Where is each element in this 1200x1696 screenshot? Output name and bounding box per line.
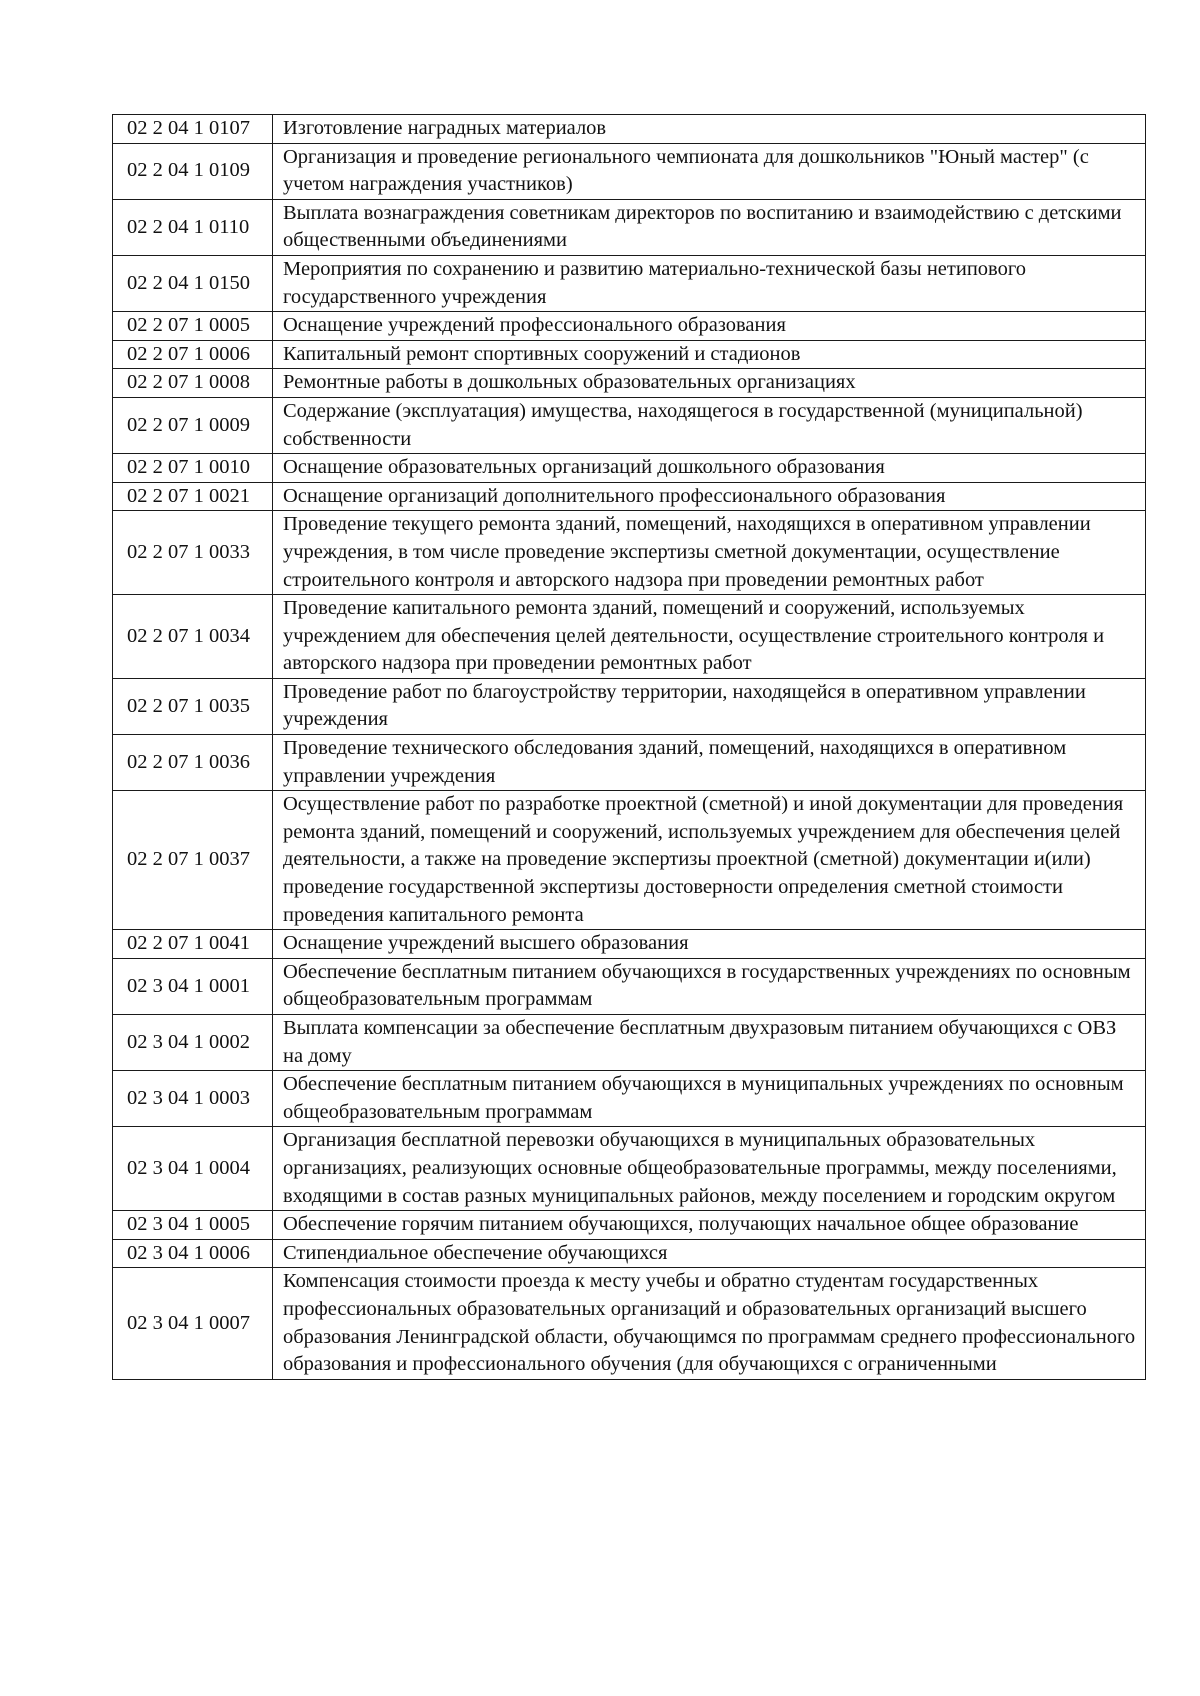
budget-code-cell: 02 2 07 1 0037 — [113, 791, 273, 930]
description-cell: Оснащение образовательных организаций дошкольного образования — [273, 454, 1146, 483]
table-row — [113, 482, 1146, 511]
table-row — [113, 511, 1146, 595]
description-cell: Компенсация стоимости проезда к месту учебы и обратно студентам государственных профессиональных образовательных организаций и образовательных организаций высшего образования Ленинградской области, обучающимся по программам среднего профессионального образования и профессионального обучения (для обучающихся с ограниченными — [273, 1268, 1146, 1379]
budget-code-cell: 02 2 04 1 0109 — [113, 143, 273, 199]
budget-code-cell: 02 2 07 1 0005 — [113, 312, 273, 341]
table-row — [113, 735, 1146, 791]
description-cell: Проведение текущего ремонта зданий, помещений, находящихся в оперативном управлении учреждения, в том числе проведение экспертизы сметной документации, осуществление строительного контроля и авторского надзора при проведении ремонтных работ — [273, 511, 1146, 595]
description-cell: Оснащение учреждений профессионального образования — [273, 312, 1146, 341]
budget-code-cell: 02 3 04 1 0004 — [113, 1127, 273, 1211]
budget-code-cell: 02 2 04 1 0150 — [113, 255, 273, 311]
budget-code-cell: 02 2 07 1 0009 — [113, 397, 273, 453]
budget-code-cell: 02 2 07 1 0035 — [113, 678, 273, 734]
description-cell: Обеспечение бесплатным питанием обучающихся в муниципальных учреждениях по основным общеобразовательным программам — [273, 1071, 1146, 1127]
budget-code-cell: 02 3 04 1 0007 — [113, 1268, 273, 1379]
table-row — [113, 958, 1146, 1014]
budget-code-cell: 02 2 07 1 0041 — [113, 930, 273, 959]
table-row — [113, 1239, 1146, 1268]
description-cell: Организация и проведение регионального чемпионата для дошкольников "Юный мастер" (с учетом награждения участников) — [273, 143, 1146, 199]
budget-code-cell: 02 2 07 1 0021 — [113, 482, 273, 511]
budget-code-cell: 02 2 07 1 0008 — [113, 369, 273, 398]
table-row — [113, 1127, 1146, 1211]
budget-code-cell: 02 2 07 1 0033 — [113, 511, 273, 595]
budget-code-cell: 02 2 04 1 0107 — [113, 115, 273, 144]
description-cell: Проведение капитального ремонта зданий, помещений и сооружений, используемых учреждением для обеспечения целей деятельности, осуществление строительного контроля и авторского надзора при проведении ремонтных работ — [273, 595, 1146, 679]
description-cell: Ремонтные работы в дошкольных образовательных организациях — [273, 369, 1146, 398]
description-cell: Содержание (эксплуатация) имущества, находящегося в государственной (муниципальной) собственности — [273, 397, 1146, 453]
description-cell: Проведение технического обследования зданий, помещений, находящихся в оперативном управлении учреждения — [273, 735, 1146, 791]
table-row — [113, 1071, 1146, 1127]
table-row — [113, 1268, 1146, 1379]
budget-code-cell: 02 3 04 1 0002 — [113, 1015, 273, 1071]
table-row — [113, 1015, 1146, 1071]
budget-code-cell: 02 2 07 1 0036 — [113, 735, 273, 791]
table-row — [113, 930, 1146, 959]
table-row — [113, 1211, 1146, 1240]
description-cell: Выплата компенсации за обеспечение бесплатным двухразовым питанием обучающихся с ОВЗ на дому — [273, 1015, 1146, 1071]
description-cell: Мероприятия по сохранению и развитию материально-технической базы нетипового государственного учреждения — [273, 255, 1146, 311]
table-row — [113, 397, 1146, 453]
budget-code-cell: 02 3 04 1 0005 — [113, 1211, 273, 1240]
description-cell: Обеспечение бесплатным питанием обучающихся в государственных учреждениях по основным общеобразовательным программам — [273, 958, 1146, 1014]
budget-code-cell: 02 2 07 1 0034 — [113, 595, 273, 679]
budget-code-cell: 02 2 04 1 0110 — [113, 199, 273, 255]
description-cell: Осуществление работ по разработке проектной (сметной) и иной документации для проведения ремонта зданий, помещений и сооружений, используемых учреждением для обеспечения целей деятельности, а также на проведение экспертизы проектной (сметной) документации и(или) проведение государственной экспертизы достоверности определения сметной стоимости проведения капитального ремонта — [273, 791, 1146, 930]
budget-code-cell: 02 2 07 1 0006 — [113, 340, 273, 369]
table-row — [113, 143, 1146, 199]
table-row — [113, 255, 1146, 311]
table-row — [113, 454, 1146, 483]
table-row — [113, 199, 1146, 255]
description-cell: Стипендиальное обеспечение обучающихся — [273, 1239, 1146, 1268]
table-body — [113, 115, 1146, 1380]
budget-code-cell: 02 3 04 1 0001 — [113, 958, 273, 1014]
table-row — [113, 340, 1146, 369]
description-cell: Проведение работ по благоустройству территории, находящейся в оперативном управлении учреждения — [273, 678, 1146, 734]
budget-code-cell: 02 2 07 1 0010 — [113, 454, 273, 483]
table-row — [113, 369, 1146, 398]
table-row — [113, 312, 1146, 341]
description-cell: Обеспечение горячим питанием обучающихся, получающих начальное общее образование — [273, 1211, 1146, 1240]
description-cell: Капитальный ремонт спортивных сооружений и стадионов — [273, 340, 1146, 369]
table-row — [113, 678, 1146, 734]
table-row — [113, 791, 1146, 930]
description-cell: Выплата вознаграждения советникам директоров по воспитанию и взаимодействию с детскими общественными объединениями — [273, 199, 1146, 255]
budget-code-cell: 02 3 04 1 0006 — [113, 1239, 273, 1268]
table-row — [113, 595, 1146, 679]
budget-code-table — [112, 114, 1146, 1380]
table-row — [113, 115, 1146, 144]
description-cell: Оснащение учреждений высшего образования — [273, 930, 1146, 959]
description-cell: Организация бесплатной перевозки обучающихся в муниципальных образовательных организациях, реализующих основные общеобразовательные программы, между поселениями, входящими в состав разных муниципальных районов, между поселением и городским округом — [273, 1127, 1146, 1211]
description-cell: Изготовление наградных материалов — [273, 115, 1146, 144]
budget-code-cell: 02 3 04 1 0003 — [113, 1071, 273, 1127]
description-cell: Оснащение организаций дополнительного профессионального образования — [273, 482, 1146, 511]
